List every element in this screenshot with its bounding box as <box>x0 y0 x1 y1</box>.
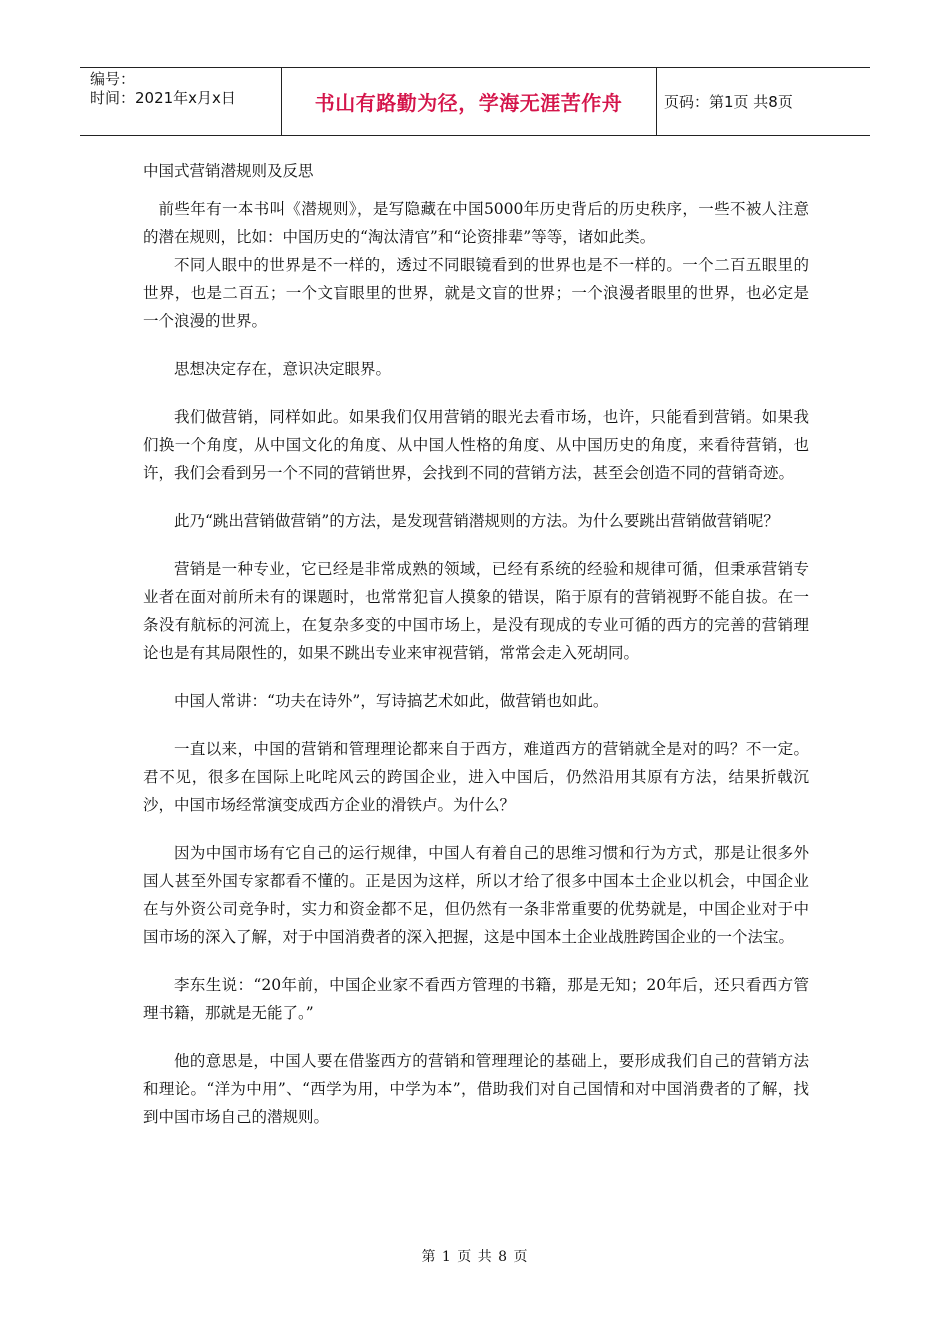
paragraph-1: 前些年有一本书叫《潜规则》，是写隐藏在中国5000年历史背后的历史秩序，一些不被人注意的潜在规则，比如：中国历史的“淘汰清官”和“论资排辈”等等，诸如此类。 <box>143 200 809 246</box>
paragraph-11: 他的意思是，中国人要在借鉴西方的营销和管理理论的基础上，要形成我们自己的营销方法和理论。“洋为中用”、“西学为用，中学为本”，借助我们对自己国情和对中国消费者的了解，找到中国市场自己的潜规则。 <box>143 1052 809 1126</box>
page-footer: 第 1 页 共 8 页 <box>421 1249 529 1265</box>
paragraph-8: 一直以来，中国的营销和管理理论都来自于西方，难道西方的营销就全是对的吗？不一定。君不见，很多在国际上叱咤风云的跨国企业，进入中国后，仍然沿用其原有方法，结果折戟沉沙，中国市场经常演变成西方企业的滑铁卢。为什么？ <box>143 740 809 814</box>
paragraph-10: 李东生说：“20年前，中国企业家不看西方管理的书籍，那是无知；20年后，还只看西方管理书籍，那就是无能了。” <box>143 976 809 1022</box>
paragraph-4: 我们做营销，同样如此。如果我们仅用营销的眼光去看市场，也许，只能看到营销。如果我们换一个角度，从中国文化的角度、从中国人性格的角度、从中国历史的角度，来看待营销，也许，我们会看到另一个不同的营销世界，会找到不同的营销方法，甚至会创造不同的营销奇迹。 <box>143 408 809 482</box>
date-line: 时间：2021年x月x日 <box>90 89 236 107</box>
paragraph-7: 中国人常讲：“功夫在诗外”，写诗搞艺术如此，做营销也如此。 <box>174 692 609 710</box>
header-bottom-rule <box>80 135 870 136</box>
header-page-info: 页码：第1页 共8页 <box>664 92 793 111</box>
paragraph-3: 思想决定存在，意识决定眼界。 <box>174 360 392 378</box>
paragraph-5: 此乃“跳出营销做营销”的方法，是发现营销潜规则的方法。为什么要跳出营销做营销呢？ <box>174 512 779 530</box>
paragraph-2: 不同人眼中的世界是不一样的，透过不同眼镜看到的世界也是不一样的。一个二百五眼里的世界，也是二百五；一个文盲眼里的世界，就是文盲的世界；一个浪漫者眼里的世界，也必定是一个浪漫的世界。 <box>143 256 809 330</box>
number-label: 编号： <box>90 70 136 88</box>
paragraph-9: 因为中国市场有它自己的运行规律，中国人有着自己的思维习惯和行为方式，那是让很多外国人甚至外国专家都看不懂的。正是因为这样，所以才给了很多中国本土企业以机会，中国企业在与外资公司竞争时，实力和资金都不足，但仍然有一条非常重要的优势就是，中国企业对于中国市场的深入了解，对于中国消费者的深入把握，这是中国本土企业战胜跨国企业的一个法宝。 <box>143 844 809 946</box>
document-body <box>143 157 809 1131</box>
header-divider-right <box>656 67 657 135</box>
document-title: 中国式营销潜规则及反思 <box>143 162 314 180</box>
header-left-cell <box>90 70 275 108</box>
paragraph-6: 营销是一种专业，它已经是非常成熟的领域，已经有系统的经验和规律可循，但秉承营销专业者在面对前所未有的课题时，也常常犯盲人摸象的错误，陷于原有的营销视野不能自拔。在一条没有航标的河流上，在复杂多变的中国市场上，是没有现成的专业可循的西方的完善的营销理论也是有其局限性的，如果不跳出专业来审视营销，常常会走入死胡同。 <box>143 560 809 662</box>
header-motto: 书山有路勤为径，学海无涯苦作舟 <box>314 90 623 115</box>
